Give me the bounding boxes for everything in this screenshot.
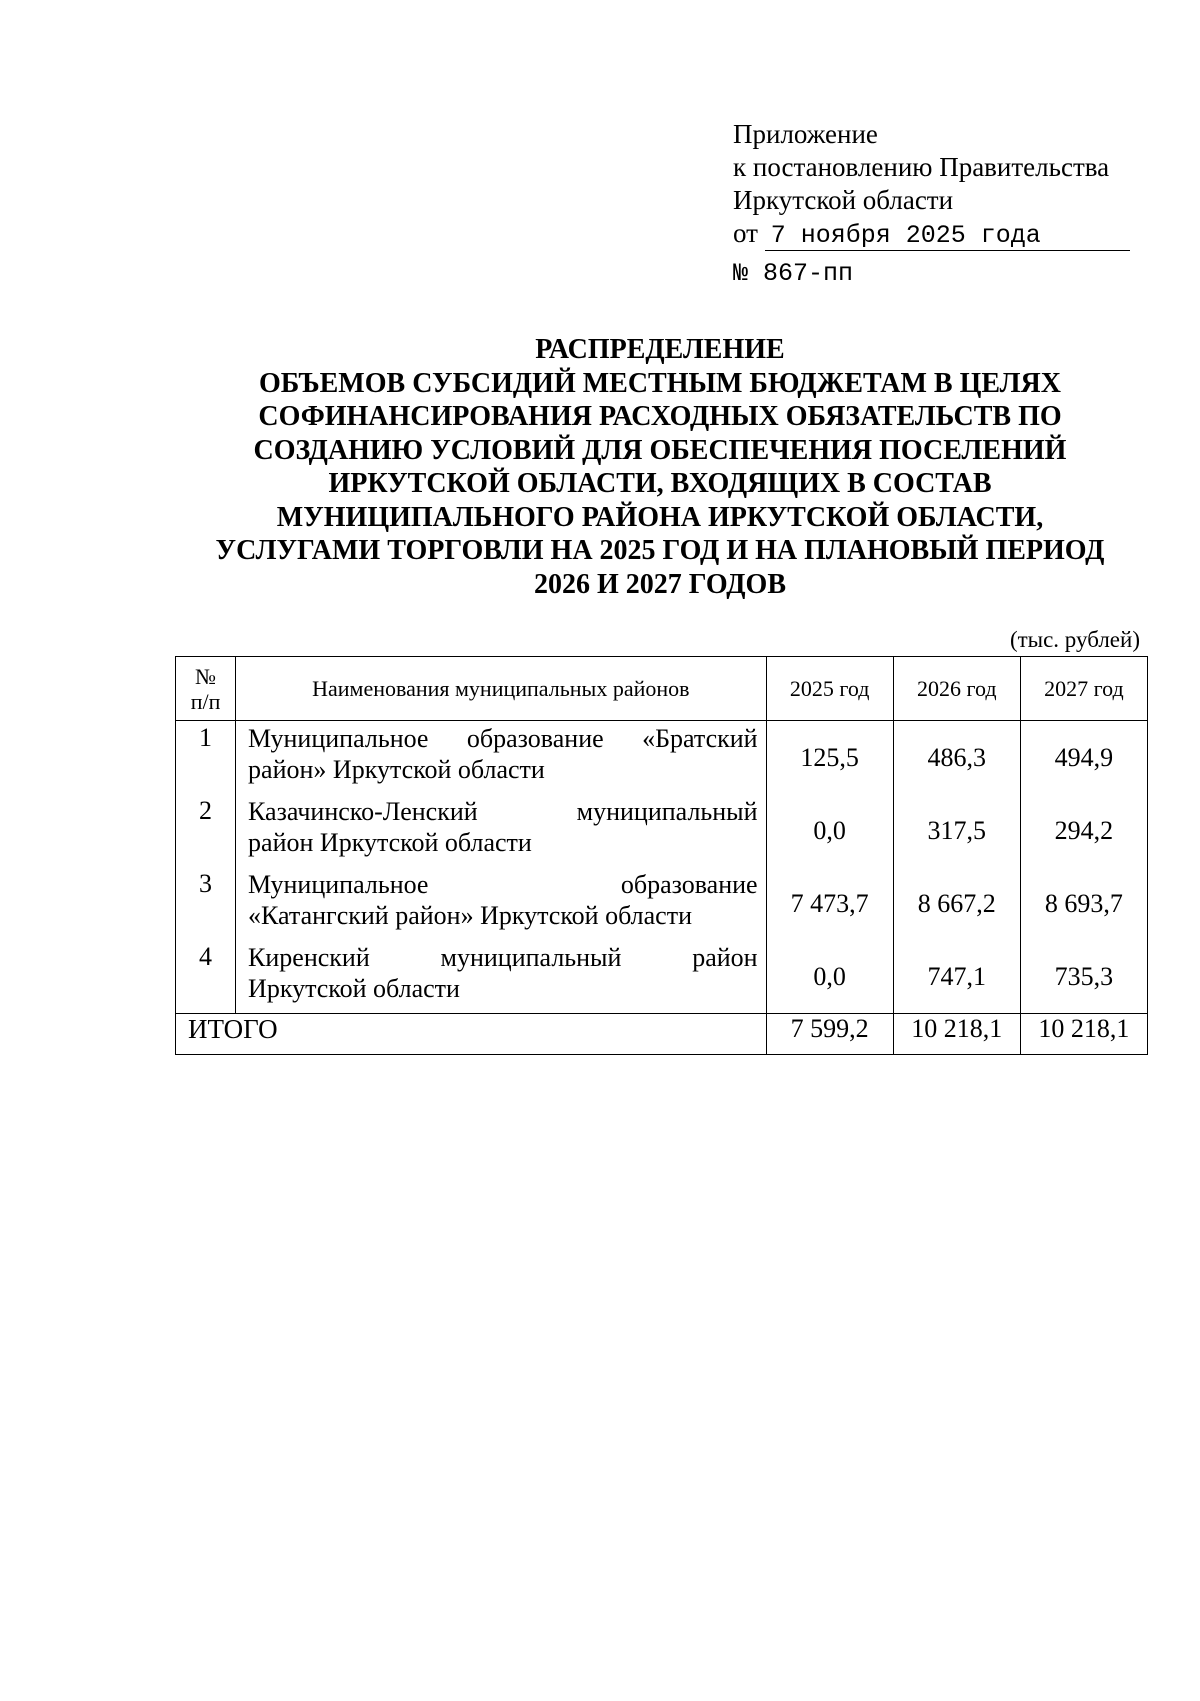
appendix-resolution-ref: к постановлению Правительства [733,152,1110,182]
row-value-2025: 0,0 [766,940,893,1014]
row-value-2025: 7 473,7 [766,867,893,940]
row-name [236,867,767,940]
header-num-line1: № [195,663,217,689]
header-num-line2: п/п [190,688,221,714]
total-label: ИТОГО [176,1014,767,1055]
header-num [176,657,236,721]
title-line: СОЗДАНИЮ УСЛОВИЙ ДЛЯ ОБЕСПЕЧЕНИЯ ПОСЕЛЕНИЙ [253,434,1067,466]
row-num: 3 [176,867,236,940]
row-name-line2: Иркутской области [248,974,460,1003]
row-num: 1 [176,721,236,795]
row-name-line1: Казачинско-Ленский муниципальный [248,797,758,826]
appendix-header [733,118,1133,290]
table-row [176,794,1148,867]
row-value-2026: 486,3 [893,721,1020,795]
header-2025: 2025 год [766,657,893,721]
row-value-2026: 317,5 [893,794,1020,867]
title-line: МУНИЦИПАЛЬНОГО РАЙОНА ИРКУТСКОЙ ОБЛАСТИ, [276,501,1044,533]
header-2027: 2027 год [1020,657,1147,721]
row-name-line1: Муниципальное образование «Братский [248,724,758,753]
row-value-2026: 747,1 [893,940,1020,1014]
header-name: Наименования муниципальных районов [236,657,767,721]
row-value-2027: 8 693,7 [1020,867,1147,940]
row-value-2027: 294,2 [1020,794,1147,867]
row-value-2027: 494,9 [1020,721,1147,795]
table-row [176,721,1148,795]
row-name-line1: Муниципальное образование [248,870,758,899]
title-line: СОФИНАНСИРОВАНИЯ РАСХОДНЫХ ОБЯЗАТЕЛЬСТВ ПО [258,401,1062,432]
row-name [236,794,767,867]
row-value-2025: 0,0 [766,794,893,867]
date-prefix: от [733,218,758,248]
row-value-2025: 125,5 [766,721,893,795]
title-line: 2026 И 2027 ГОДОВ [534,568,786,600]
total-value-2025: 7 599,2 [766,1014,893,1055]
total-value-2026: 10 218,1 [893,1014,1020,1055]
header-2026: 2026 год [893,657,1020,721]
row-num: 2 [176,794,236,867]
title-line: ИРКУТСКОЙ ОБЛАСТИ, ВХОДЯЩИХ В СОСТАВ [328,468,992,499]
row-value-2026: 8 667,2 [893,867,1020,940]
title-line: УСЛУГАМИ ТОРГОВЛИ НА 2025 ГОД И НА ПЛАНОВЫЙ ПЕРИОД [215,535,1105,566]
row-name-line1: Киренский муниципальный район [248,943,758,972]
row-name [236,721,767,795]
table-header-row [176,657,1148,721]
subsidy-table [175,656,1148,1055]
appendix-label: Приложение [733,119,878,149]
row-value-2027: 735,3 [1020,940,1147,1014]
total-value-2027: 10 218,1 [1020,1014,1147,1055]
units-label: (тыс. рублей) [1009,627,1140,652]
row-name-line2: район Иркутской области [248,828,532,857]
appendix-region: Иркутской области [733,185,954,215]
table-total-row [176,1014,1148,1055]
title-line: ОБЪЕМОВ СУБСИДИЙ МЕСТНЫМ БЮДЖЕТАМ В ЦЕЛЯХ [258,367,1061,399]
title-line: РАСПРЕДЕЛЕНИЕ [535,334,785,365]
resolution-number: № 867-пп [733,259,854,288]
row-num: 4 [176,940,236,1014]
table-row [176,940,1148,1014]
row-name-line2: «Катангский район» Иркутской области [248,901,692,930]
table-row [176,867,1148,940]
appendix-date-line [733,217,1133,251]
row-name [236,940,767,1014]
row-name-line2: район» Иркутской области [248,755,545,784]
document-title [160,333,1160,601]
date-value: 7 ноября 2025 года [765,222,1130,251]
